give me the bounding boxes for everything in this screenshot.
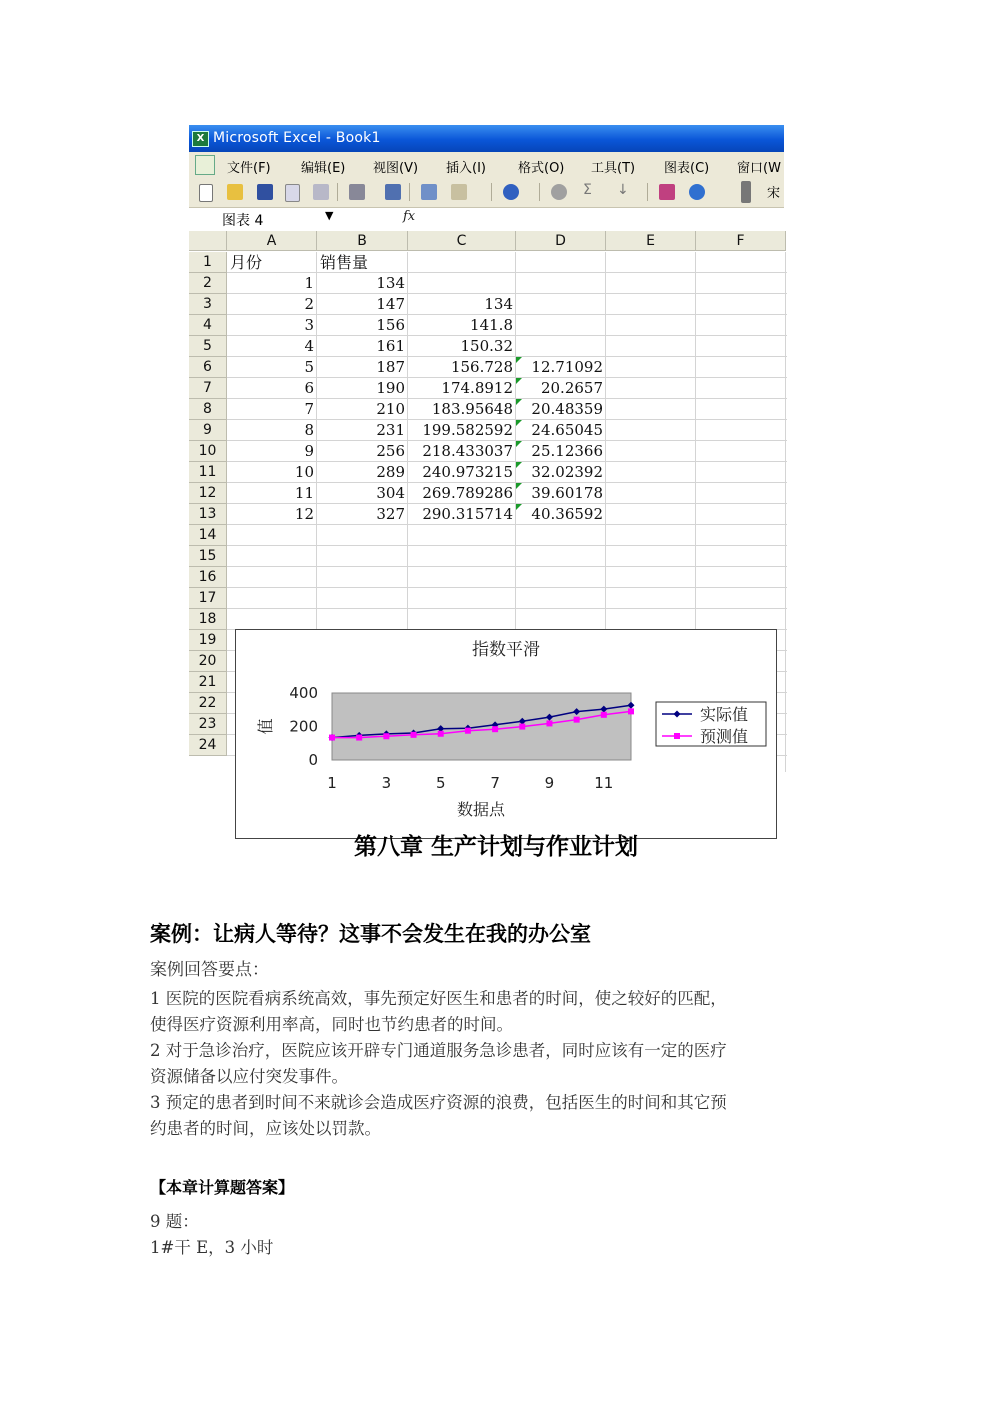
legend-label-2: 预测值 [700, 727, 749, 746]
table-cell-a13[interactable]: 12 [294, 505, 314, 523]
row-header-5[interactable]: 5 [189, 336, 227, 357]
row-header-12[interactable]: 12 [189, 483, 227, 504]
row-header-17[interactable]: 17 [189, 588, 227, 609]
table-cell-d9[interactable]: 24.65045 [531, 421, 603, 439]
autosum-icon[interactable]: Σ [583, 182, 592, 198]
table-cell-a10[interactable]: 9 [304, 442, 314, 460]
section-heading: 【本章计算题答案】 [150, 1178, 295, 1197]
menu-format[interactable]: 格式(O) [518, 161, 565, 176]
gridline-row [227, 608, 787, 609]
table-cell-b3[interactable]: 147 [376, 295, 405, 313]
x-axis-label: 数据点 [456, 800, 506, 819]
menu-tools[interactable]: 工具(T) [591, 161, 636, 176]
row-header-19[interactable]: 19 [189, 630, 227, 651]
table-cell-d11[interactable]: 32.02392 [531, 463, 603, 481]
chart-svg [236, 630, 776, 838]
table-cell-d4[interactable] [516, 315, 606, 336]
error-indicator-icon [516, 378, 522, 384]
table-cell-a2[interactable]: 1 [304, 274, 314, 292]
table-cell-a5[interactable]: 4 [304, 337, 314, 355]
row-header-24[interactable]: 24 [189, 735, 227, 756]
name-box[interactable]: 图表 4 [222, 213, 264, 229]
row-header-6[interactable]: 6 [189, 357, 227, 378]
sort-ascending-icon[interactable]: ↓ [617, 182, 629, 198]
table-cell-a12[interactable]: 11 [294, 484, 314, 502]
error-indicator-icon [516, 357, 522, 363]
row-header-23[interactable]: 23 [189, 714, 227, 735]
legend-label-1: 实际值 [700, 705, 749, 724]
error-indicator-icon [516, 504, 522, 510]
table-cell-b2[interactable]: 134 [376, 274, 405, 292]
data-point-forecast [546, 720, 552, 726]
error-indicator-icon [516, 462, 522, 468]
excel-app-icon: X [192, 131, 209, 147]
data-point-forecast [438, 731, 444, 737]
undo-icon[interactable] [503, 184, 519, 200]
row-header-18[interactable]: 18 [189, 609, 227, 630]
column-header-a[interactable]: A [227, 231, 317, 251]
row-header-21[interactable]: 21 [189, 672, 227, 693]
data-point-forecast [519, 724, 525, 730]
answer-1: 1#干 E，3 小时 [150, 1238, 274, 1257]
data-point-forecast [465, 728, 471, 734]
table-cell-d8[interactable]: 20.48359 [531, 400, 603, 418]
row-header-11[interactable]: 11 [189, 462, 227, 483]
table-cell-a9[interactable]: 8 [304, 421, 314, 439]
table-cell-d2[interactable] [516, 273, 606, 294]
table-cell-a6[interactable]: 5 [304, 358, 314, 376]
research-icon[interactable] [385, 184, 401, 200]
menu-window[interactable]: 窗口(W [737, 161, 781, 176]
table-cell-b11[interactable]: 289 [376, 463, 405, 481]
answer-point-2-line-2: 资源储备以应付突发事件。 [150, 1067, 348, 1086]
table-cell-d6[interactable]: 12.71092 [531, 358, 603, 376]
table-cell-b5[interactable]: 161 [376, 337, 405, 355]
help-icon[interactable] [689, 184, 705, 200]
column-header-c[interactable]: C [408, 231, 516, 251]
table-cell-b12[interactable]: 304 [376, 484, 405, 502]
table-cell-b9[interactable]: 231 [376, 421, 405, 439]
workbook-icon[interactable] [195, 155, 215, 175]
answer-point-2-line-1: 2 对于急诊治疗，医院应该开辟专门通道服务急诊患者，同时应该有一定的医疗 [150, 1041, 727, 1060]
select-all-corner[interactable] [189, 231, 227, 251]
case-title: 案例：让病人等待？这事不会发生在我的办公室 [150, 922, 591, 946]
table-cell-c13[interactable]: 290.315714 [422, 505, 513, 523]
chart-object[interactable] [235, 629, 777, 839]
data-point-forecast [383, 733, 389, 739]
hyperlink-icon[interactable] [551, 184, 567, 200]
data-point-forecast [601, 712, 607, 718]
font-name-fragment[interactable]: 宋 [767, 186, 781, 201]
table-cell-c10[interactable]: 218.433037 [422, 442, 513, 460]
new-document-icon[interactable] [199, 184, 213, 202]
y-tick-label: 0 [308, 751, 318, 769]
x-tick-label: 7 [490, 774, 500, 792]
error-indicator-icon [516, 399, 522, 405]
y-axis-label: 值 [256, 718, 275, 735]
toolbar-separator [337, 183, 338, 201]
row-header-9[interactable]: 9 [189, 420, 227, 441]
x-tick-label: 9 [544, 774, 555, 792]
table-cell-b6[interactable]: 187 [376, 358, 405, 376]
answer-point-3-line-2: 约患者的时间，应该处以罚款。 [150, 1119, 381, 1138]
error-indicator-icon [516, 420, 522, 426]
table-cell-c4[interactable]: 141.8 [470, 316, 513, 334]
chart-title: 指数平滑 [472, 640, 540, 660]
row-header-2[interactable]: 2 [189, 273, 227, 294]
error-indicator-icon [516, 441, 522, 447]
case-subtitle: 案例回答要点： [150, 960, 269, 980]
error-indicator-icon [516, 483, 522, 489]
data-point-forecast [411, 732, 417, 738]
chart-wizard-icon[interactable] [659, 184, 675, 200]
table-cell-c9[interactable]: 199.582592 [422, 421, 513, 439]
standard-toolbar [189, 177, 784, 208]
gridline-row [227, 587, 787, 588]
table-cell-a3[interactable]: 2 [304, 295, 314, 313]
table-cell-c7[interactable]: 174.8912 [441, 379, 513, 397]
question-9-label: 9 题： [150, 1212, 199, 1231]
paste-icon[interactable] [451, 184, 467, 200]
legend-marker-square [674, 733, 680, 739]
table-cell-a11[interactable]: 10 [294, 463, 314, 481]
table-cell-b10[interactable]: 256 [376, 442, 405, 460]
table-cell-b7[interactable]: 190 [376, 379, 405, 397]
row-header-20[interactable]: 20 [189, 651, 227, 672]
table-cell-c6[interactable]: 156.728 [450, 358, 513, 376]
toolbar-separator [491, 183, 492, 201]
table-cell-b8[interactable]: 210 [376, 400, 405, 418]
y-tick-label: 400 [289, 684, 318, 702]
excel-window [189, 125, 784, 819]
open-folder-icon[interactable] [227, 184, 243, 200]
formula-bar [189, 208, 784, 230]
cell-a1-month-header[interactable]: 月份 [230, 253, 263, 272]
row-header-1[interactable]: 1 [189, 252, 227, 273]
row-header-15[interactable]: 15 [189, 546, 227, 567]
copy-icon[interactable] [421, 184, 437, 200]
row-header-13[interactable]: 13 [189, 504, 227, 525]
data-point-forecast [574, 717, 580, 723]
x-tick-label: 3 [381, 774, 392, 792]
table-cell-d7[interactable]: 20.2657 [540, 379, 603, 397]
column-header-e[interactable]: E [606, 231, 696, 251]
answer-point-1-line-2: 使得医疗资源利用率高，同时也节约患者的时间。 [150, 1015, 513, 1034]
menu-edit[interactable]: 编辑(E) [301, 161, 346, 176]
data-point-forecast [329, 735, 335, 741]
email-icon[interactable] [313, 184, 329, 200]
menu-insert[interactable]: 插入(I) [446, 161, 486, 176]
data-point-forecast [356, 735, 362, 741]
table-cell-a8[interactable]: 7 [304, 400, 314, 418]
row-header-14[interactable]: 14 [189, 525, 227, 546]
permission-icon[interactable] [285, 184, 300, 202]
row-header-8[interactable]: 8 [189, 399, 227, 420]
chapter-title: 第八章 生产计划与作业计划 [353, 834, 638, 860]
window-title: Microsoft Excel - Book1 [213, 130, 381, 146]
x-tick-label: 1 [327, 774, 337, 792]
row-header-22[interactable]: 22 [189, 693, 227, 714]
cell-b1-sales-header[interactable]: 销售量 [320, 253, 369, 272]
row-header-10[interactable]: 10 [189, 441, 227, 462]
menu-bar [189, 152, 784, 177]
toolbar-separator [539, 183, 540, 201]
table-cell-d5[interactable] [516, 336, 606, 357]
table-cell-c12[interactable]: 269.789286 [422, 484, 513, 502]
toolbar-separator [409, 183, 410, 201]
menu-view[interactable]: 视图(V) [373, 161, 419, 176]
name-box-dropdown-icon[interactable]: ▼ [325, 209, 334, 222]
window-titlebar[interactable] [189, 125, 784, 152]
table-cell-c3[interactable]: 134 [484, 295, 513, 313]
menu-chart[interactable]: 图表(C) [664, 161, 710, 176]
row-header-7[interactable]: 7 [189, 378, 227, 399]
table-cell-d3[interactable] [516, 294, 606, 315]
answer-point-3-line-1: 3 预定的患者到时间不来就诊会造成医疗资源的浪费，包括医生的时间和其它预 [150, 1093, 727, 1112]
table-cell-a4[interactable]: 3 [304, 316, 314, 334]
function-icon[interactable]: fx [403, 209, 416, 224]
answer-point-1-line-1: 1 医院的医院看病系统高效，事先预定好医生和患者的时间，使之较好的匹配， [150, 989, 727, 1008]
gridline-column [785, 252, 786, 772]
toolbar-grip-icon[interactable] [741, 181, 751, 203]
row-header-4[interactable]: 4 [189, 315, 227, 336]
table-cell-c2[interactable] [408, 273, 516, 294]
x-tick-label: 11 [594, 774, 614, 792]
toolbar-separator [647, 183, 648, 201]
column-header-d[interactable]: D [516, 231, 606, 251]
table-cell-b13[interactable]: 327 [376, 505, 405, 523]
gridline-row [227, 545, 787, 546]
gridline-row [227, 566, 787, 567]
table-cell-d10[interactable]: 25.12366 [531, 442, 603, 460]
row-header-3[interactable]: 3 [189, 294, 227, 315]
column-header-f[interactable]: F [696, 231, 786, 251]
data-point-forecast [628, 708, 634, 714]
save-icon[interactable] [257, 184, 273, 200]
y-tick-label: 200 [289, 717, 318, 736]
table-cell-c5[interactable]: 150.32 [460, 337, 513, 355]
table-cell-c11[interactable]: 240.973215 [422, 463, 513, 481]
print-icon[interactable] [349, 184, 365, 200]
table-cell-d13[interactable]: 40.36592 [531, 505, 603, 523]
table-cell-a7[interactable]: 6 [304, 379, 314, 397]
row-header-16[interactable]: 16 [189, 567, 227, 588]
column-header-b[interactable]: B [317, 231, 408, 251]
x-tick-label: 5 [435, 774, 446, 792]
table-cell-d12[interactable]: 39.60178 [531, 484, 603, 502]
table-cell-c8[interactable]: 183.95648 [431, 400, 513, 418]
table-cell-b4[interactable]: 156 [376, 316, 405, 334]
menu-file[interactable]: 文件(F) [227, 161, 271, 176]
data-point-forecast [492, 726, 498, 732]
